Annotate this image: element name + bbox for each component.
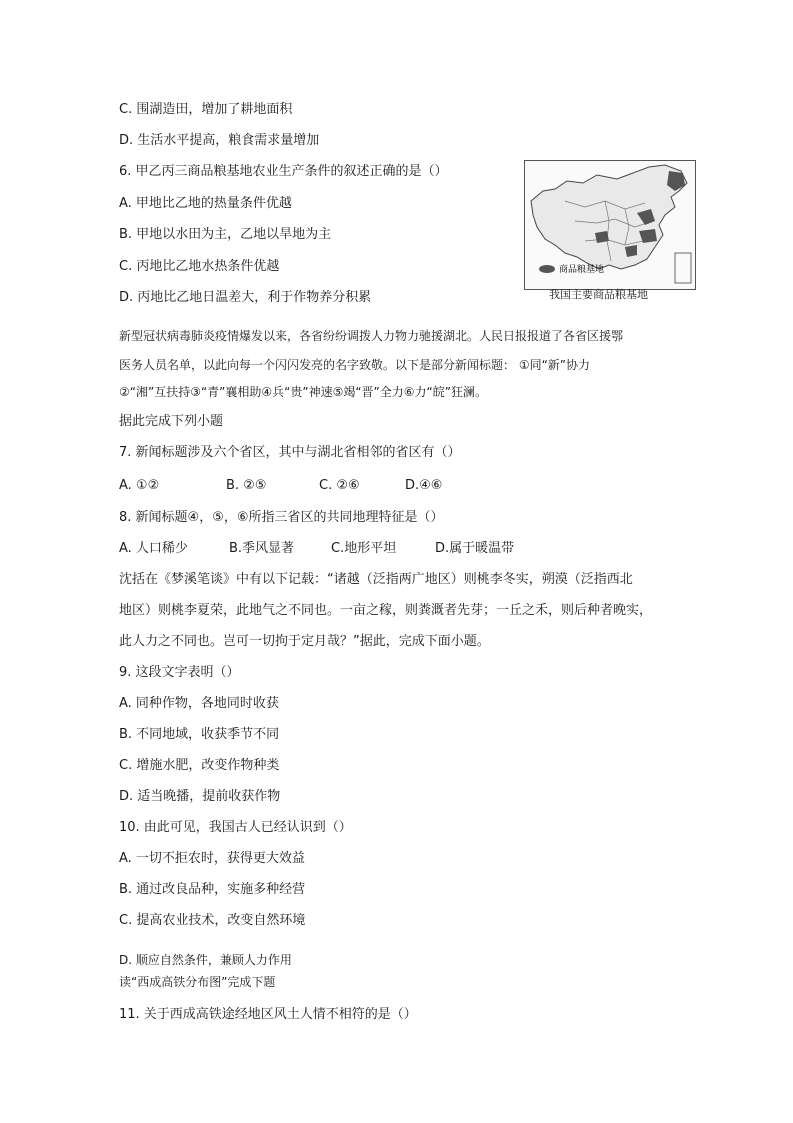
q6-option-b: B. 甲地以水田为主，乙地以旱地为主	[119, 227, 332, 242]
q9-option-a: A. 同种作物，各地同时收获	[119, 696, 279, 711]
q7-option-c: C. ②⑥	[319, 478, 360, 493]
q8-option-a: A. 人口稀少	[119, 541, 188, 556]
q7-option-b: B. ②⑤	[226, 478, 267, 493]
country-outline	[531, 165, 687, 269]
q5-option-d: D. 生活水平提高，粮食需求量增加	[119, 133, 320, 148]
q11-stem: 11. 关于西成高铁途经地区风土人情不相符的是（）	[119, 1007, 417, 1022]
china-map-graphic	[525, 161, 695, 289]
q6-option-c: C. 丙地比乙地水热条件优越	[119, 259, 280, 274]
q9-stem: 9. 这段文字表明（）	[119, 665, 240, 680]
map-caption: 我国主要商品粮基地	[549, 288, 648, 301]
q9-option-c: C. 增施水肥，改变作物种类	[119, 758, 280, 773]
grain-base-south	[625, 245, 637, 257]
legend-label: 商品粮基地	[559, 265, 605, 275]
q10-option-a: A. 一切不拒农时，获得更大效益	[119, 851, 305, 866]
q8-option-b: B.季风显著	[229, 541, 295, 556]
q7-option-d: D.④⑥	[405, 478, 443, 493]
q5-option-c: C. 围湖造田，增加了耕地面积	[119, 102, 293, 117]
commodity-grain-base-map	[524, 160, 696, 290]
q7-option-a: A. ①②	[119, 478, 160, 493]
passage2-line-3: 此人力之不同也。岂可一切拘于定月哉？”据此，完成下面小题。	[119, 634, 490, 649]
q7-stem: 7. 新闻标题涉及六个省区，其中与湖北省相邻的省区有（）	[119, 445, 461, 460]
passage2-line-1: 沈括在《梦溪笔谈》中有以下记载：“诸越（泛指两广地区）则桃李冬实，朔漠（泛指西北	[119, 572, 633, 587]
passage2-line-2: 地区）则桃李夏荣，此地气之不同也。一亩之稼，则粪溉者先芽；一丘之禾，则后种者晚实，	[119, 603, 653, 618]
q10-option-c: C. 提高农业技术，改变自然环境	[119, 913, 306, 928]
q10-option-d: D. 顺应自然条件，兼顾人力作用	[119, 953, 292, 967]
q10-option-b: B. 通过改良品种，实施多种经营	[119, 882, 306, 897]
passage1-line-3: ②“湘”互扶持③“青”襄相助④兵“贵”神速⑤竭“晋”全力⑥力“皖”狂澜。	[119, 385, 487, 399]
q8-option-c: C.地形平坦	[331, 541, 397, 556]
q9-option-d: D. 适当晚播，提前收获作物	[119, 789, 281, 804]
q6-option-d: D. 丙地比乙地日温差大，利于作物养分积累	[119, 290, 372, 305]
passage3-instruction: 读“西成高铁分布图”完成下题	[119, 975, 276, 989]
passage1-line-2: 医务人员名单，以此向每一个闪闪发亮的名字致敬。以下是部分新闻标题： ①同“新”协力	[119, 358, 591, 372]
passage1-instruction: 据此完成下列小题	[119, 414, 224, 429]
q6-option-a: A. 甲地比乙地的热量条件优越	[119, 196, 292, 211]
passage1-line-1: 新型冠状病毒肺炎疫情爆发以来，各省纷纷调拨人力物力驰援湖北。人民日报报道了各省区援鄂	[119, 329, 624, 343]
south-china-sea-inset	[675, 253, 691, 283]
grain-base-sichuan	[595, 231, 609, 243]
legend-swatch	[539, 265, 555, 273]
q8-option-d: D.属于暖温带	[435, 541, 515, 556]
q8-stem: 8. 新闻标题④，⑤，⑥所指三省区的共同地理特征是（）	[119, 510, 444, 525]
q10-stem: 10. 由此可见，我国古人已经认识到（）	[119, 820, 352, 835]
q6-stem: 6. 甲乙丙三商品粮基地农业生产条件的叙述正确的是（）	[119, 164, 448, 179]
q9-option-b: B. 不同地域，收获季节不同	[119, 727, 280, 742]
